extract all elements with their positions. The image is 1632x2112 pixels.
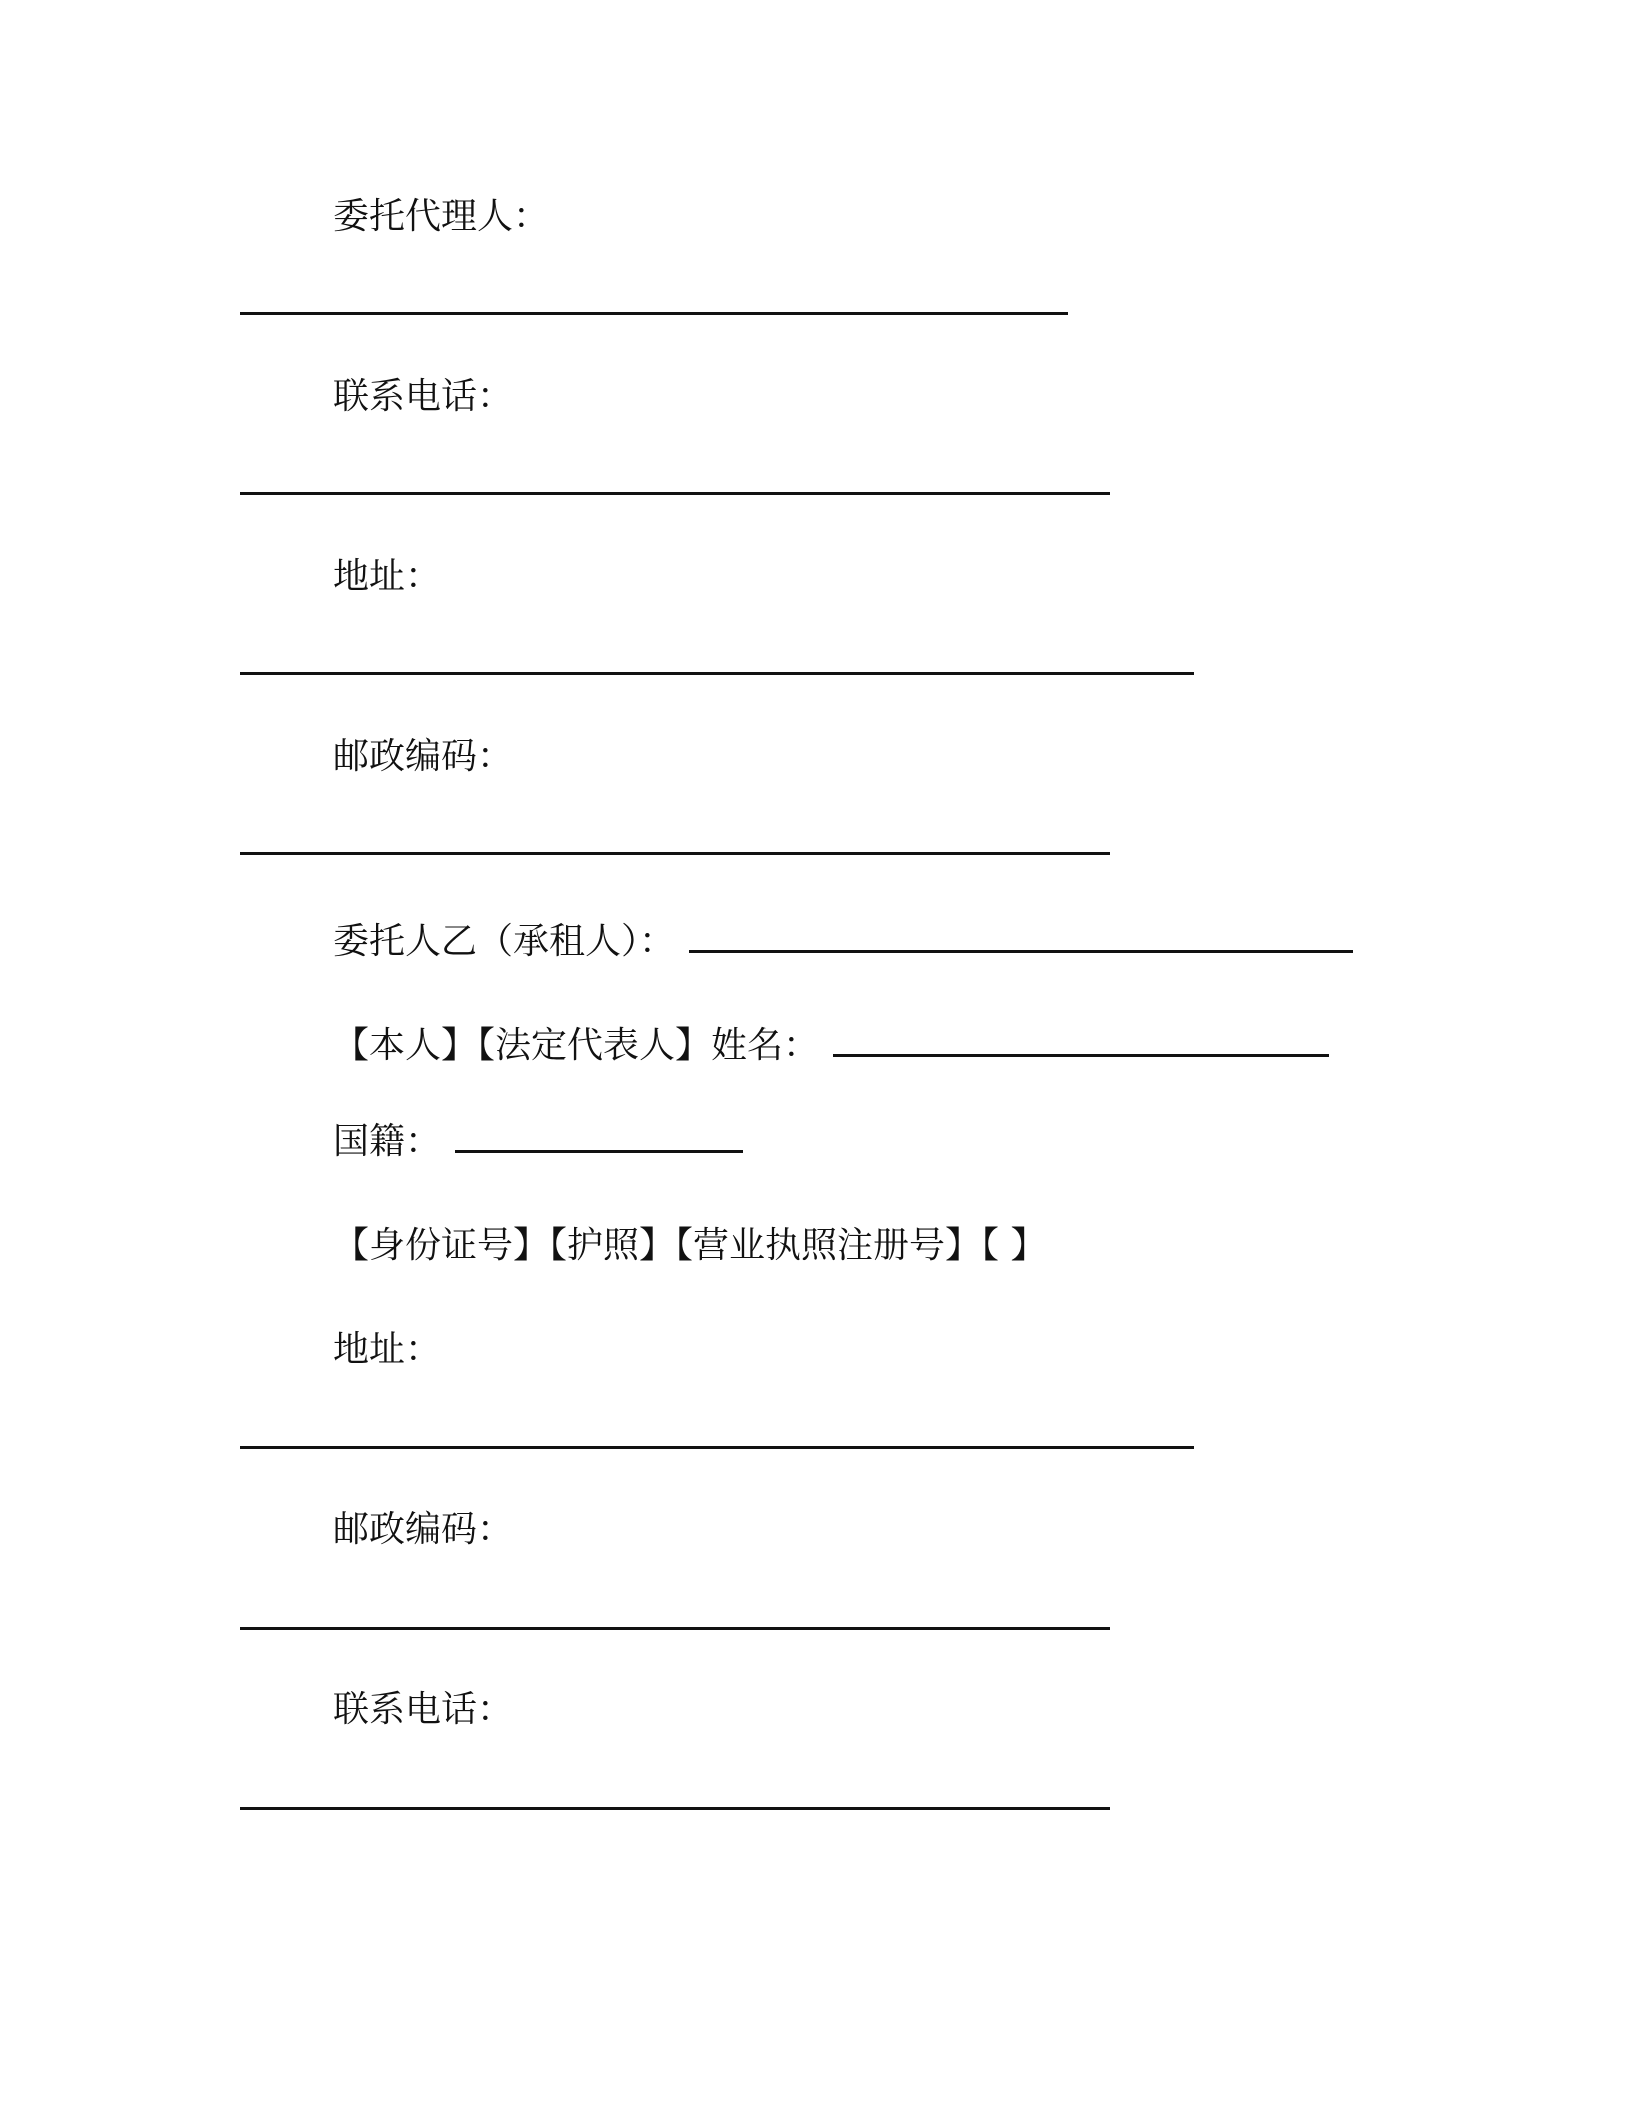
nationality-blank-line[interactable] [455, 1120, 743, 1153]
address-label-1: 地址： [333, 556, 442, 597]
principal-b-blank-line[interactable] [689, 920, 1353, 953]
principal-b-label: 委托人乙（承租人）： [333, 921, 676, 962]
name-label: 【本人】【法定代表人】姓名： [333, 1025, 820, 1066]
nationality-label: 国籍： [333, 1121, 442, 1162]
phone-label-2: 联系电话： [333, 1689, 514, 1730]
address-blank-line-2[interactable] [240, 1446, 1194, 1449]
postcode-blank-line-1[interactable] [240, 852, 1110, 855]
phone-blank-line-2[interactable] [240, 1807, 1110, 1810]
postcode-label-1: 邮政编码： [333, 736, 514, 777]
id-label: 【身份证号】【护照】【营业执照注册号】【 】 [333, 1225, 1047, 1266]
phone-blank-line-1[interactable] [240, 492, 1110, 495]
address-blank-line-1[interactable] [240, 672, 1194, 675]
postcode-blank-line-2[interactable] [240, 1627, 1110, 1630]
phone-label-1: 联系电话： [333, 376, 514, 417]
agent-blank-line[interactable] [240, 312, 1068, 315]
principal-b-row [333, 920, 1353, 964]
address-label-2: 地址： [333, 1329, 442, 1370]
name-blank-line[interactable] [833, 1024, 1329, 1057]
nationality-row [333, 1120, 743, 1164]
name-row [333, 1024, 1329, 1068]
postcode-label-2: 邮政编码： [333, 1509, 514, 1550]
agent-label: 委托代理人： [333, 196, 550, 237]
